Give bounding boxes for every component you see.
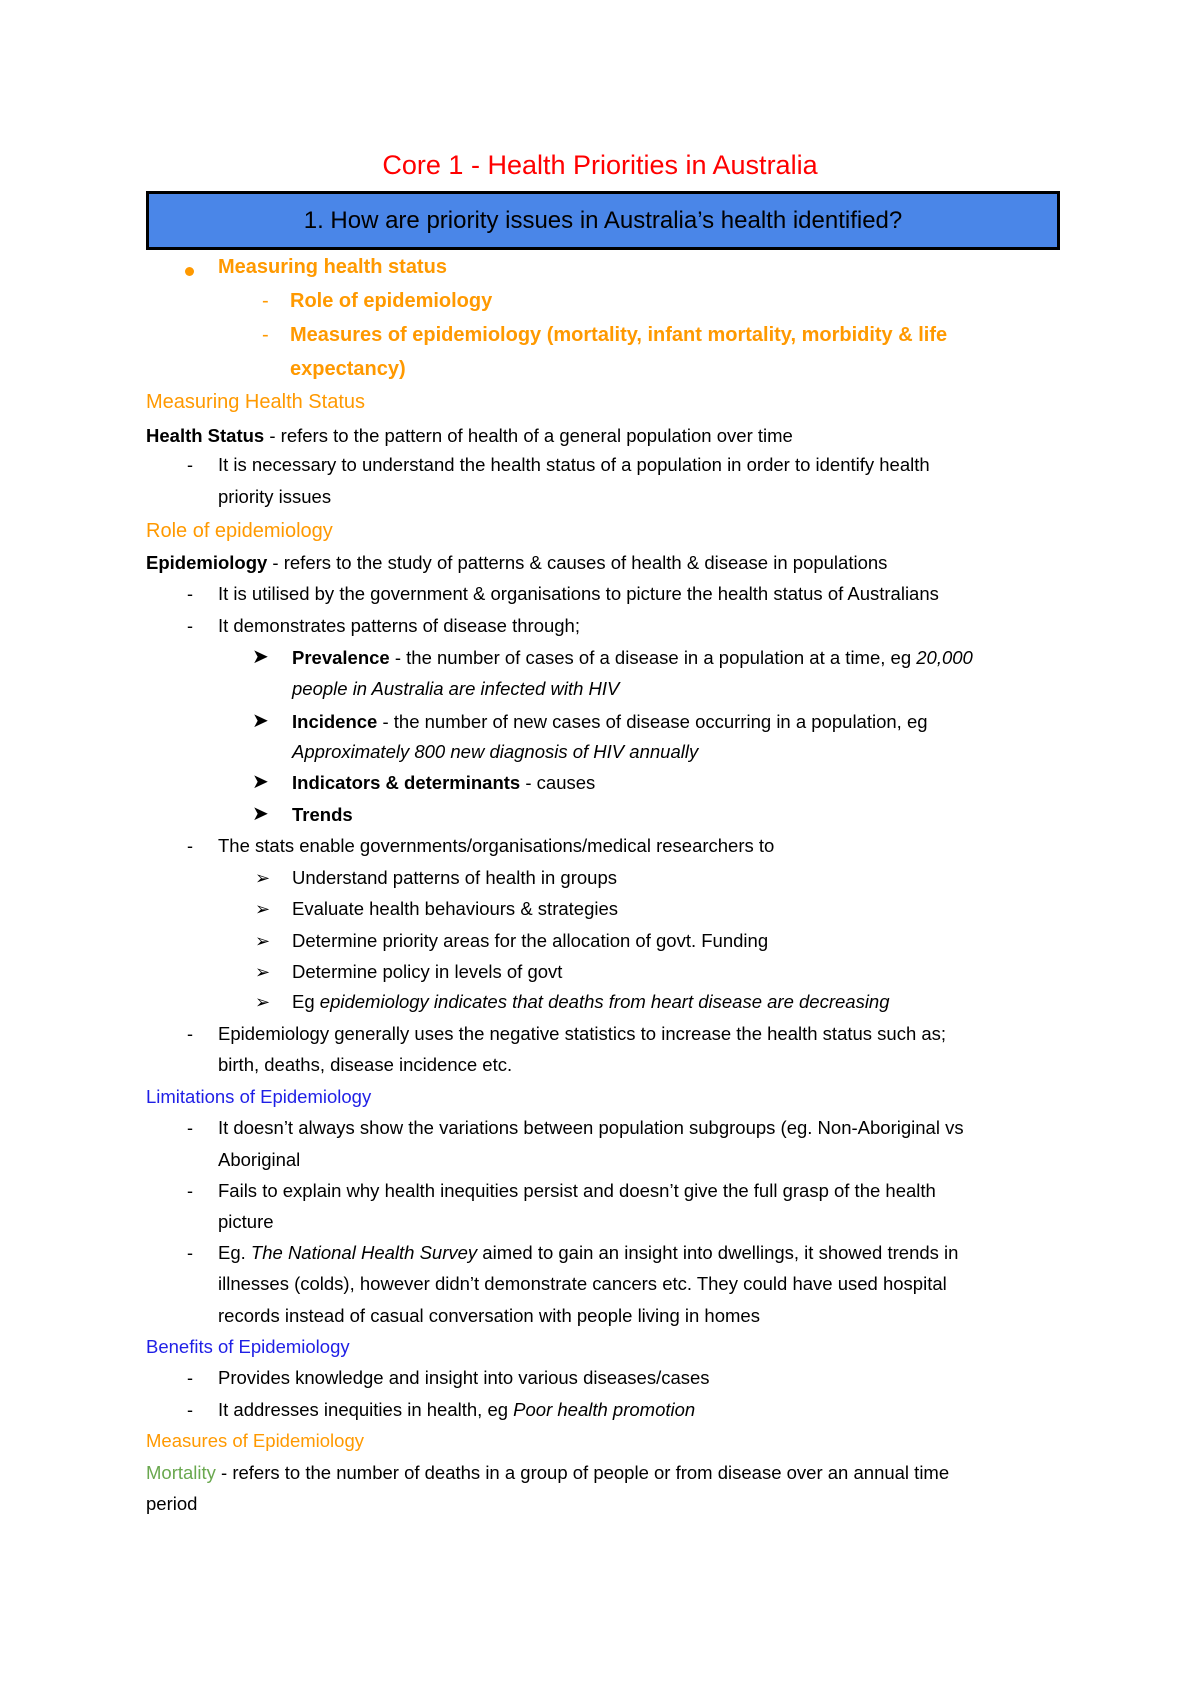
outline-subitem-cont: expectancy) [290, 358, 406, 380]
survey-name: The National Health Survey [250, 1242, 478, 1263]
example: Poor health promotion [513, 1399, 696, 1420]
outline-item: Measuring health status [218, 256, 447, 278]
example-prefix: Eg [292, 991, 320, 1012]
list-item: It demonstrates patterns of disease through; [218, 615, 580, 636]
section-heading: Benefits of Epidemiology [146, 1336, 350, 1357]
term: Prevalence [292, 647, 390, 668]
dash-icon: - [187, 1243, 193, 1263]
list-item: It doesn’t always show the variations between population subgroups (eg. Non-Aboriginal vs [218, 1117, 964, 1138]
arrow-bullet-icon: ➢ [255, 931, 271, 951]
definition-line [146, 1460, 949, 1486]
dash-icon: - [187, 584, 193, 604]
list-item: The stats enable governments/organisations/medical researchers to [218, 835, 775, 856]
sub-list-item: Understand patterns of health in groups [292, 867, 617, 888]
bullet-dot-icon [185, 267, 194, 276]
definition-cont: period [146, 1493, 198, 1514]
arrow-bullet-icon: ➤ [252, 710, 269, 732]
definition: - refers to the pattern of health of a general population over time [264, 425, 793, 446]
sub-list-item [292, 645, 973, 671]
sub-list-item [292, 989, 890, 1015]
list-item [218, 1397, 695, 1423]
outline-subitem: Role of epidemiology [290, 290, 493, 312]
definition-line [146, 550, 887, 576]
list-text: It addresses inequities in health, eg [218, 1399, 514, 1420]
term: Mortality [146, 1462, 216, 1483]
dash-icon: - [262, 290, 269, 312]
sub-list-item: Determine priority areas for the allocation of govt. Funding [292, 930, 769, 951]
example-prefix: Eg. [218, 1242, 251, 1263]
term: Indicators & determinants [292, 772, 521, 793]
section-heading: Limitations of Epidemiology [146, 1086, 372, 1107]
banner-text: 1. How are priority issues in Australia’s health identified? [303, 206, 903, 234]
example: epidemiology indicates that deaths from heart disease are decreasing [319, 991, 890, 1012]
dash-icon: - [187, 1368, 193, 1388]
sub-list-item [292, 770, 595, 796]
list-item-cont: birth, deaths, disease incidence etc. [218, 1054, 513, 1075]
list-text: aimed to gain an insight into dwellings, it showed trends in [477, 1242, 959, 1263]
outline-subitem: Measures of epidemiology (mortality, infant mortality, morbidity & life [290, 324, 948, 346]
term: Epidemiology [146, 552, 268, 573]
sub-list-item-cont: Approximately 800 new diagnosis of HIV annually [292, 741, 699, 762]
arrow-bullet-icon: ➤ [252, 771, 269, 793]
term: Incidence [292, 711, 378, 732]
list-item: Provides knowledge and insight into various diseases/cases [218, 1367, 710, 1388]
sub-list-item: Determine policy in levels of govt [292, 961, 563, 982]
dash-icon: - [262, 324, 269, 346]
definition: - refers to the study of patterns & causes of health & disease in populations [267, 552, 888, 573]
section-heading: Measuring Health Status [146, 391, 366, 413]
arrow-bullet-icon: ➤ [252, 646, 269, 668]
definition: - causes [520, 772, 596, 793]
arrow-bullet-icon: ➢ [255, 899, 271, 919]
dash-icon: - [187, 1024, 193, 1044]
list-item [218, 1240, 958, 1266]
example: 20,000 [916, 647, 973, 668]
list-item-cont: priority issues [218, 486, 332, 507]
section-heading: Measures of Epidemiology [146, 1430, 364, 1451]
dash-icon: - [187, 1181, 193, 1201]
definition: - refers to the number of deaths in a group of people or from disease over an annual time [215, 1462, 950, 1483]
list-item: It is necessary to understand the health status of a population in order to identify health [218, 454, 930, 475]
page-title: Core 1 - Health Priorities in Australia [382, 150, 818, 180]
sub-list-item [292, 709, 928, 735]
arrow-bullet-icon: ➤ [252, 803, 269, 825]
dash-icon: - [187, 1118, 193, 1138]
term: Health Status [146, 425, 265, 446]
list-item-cont: Aboriginal [218, 1149, 301, 1170]
definition: - the number of new cases of disease occurring in a population, eg [377, 711, 928, 732]
arrow-bullet-icon: ➢ [255, 868, 271, 888]
sub-list-item-cont: people in Australia are infected with HIV [292, 678, 620, 699]
dash-icon: - [187, 1400, 193, 1420]
list-item: Epidemiology generally uses the negative statistics to increase the health status such as; [218, 1023, 947, 1044]
definition: - the number of cases of a disease in a population at a time, eg [389, 647, 917, 668]
arrow-bullet-icon: ➢ [255, 962, 271, 982]
list-item: It is utilised by the government & organisations to picture the health status of Australians [218, 583, 939, 604]
dash-icon: - [187, 836, 193, 856]
list-item-cont: picture [218, 1211, 274, 1232]
list-item-cont: records instead of casual conversation with people living in homes [218, 1305, 760, 1326]
sub-list-item: Trends [292, 804, 353, 825]
dash-icon: - [187, 616, 193, 636]
dash-icon: - [187, 455, 193, 475]
list-item-cont: illnesses (colds), however didn’t demonstrate cancers etc. They could have used hospital [218, 1273, 947, 1294]
definition-line [146, 423, 793, 449]
section-heading: Role of epidemiology [146, 520, 333, 542]
section-banner [146, 191, 1060, 250]
sub-list-item: Evaluate health behaviours & strategies [292, 898, 619, 919]
list-item: Fails to explain why health inequities persist and doesn’t give the full grasp of the health [218, 1180, 936, 1201]
arrow-bullet-icon: ➢ [255, 992, 271, 1012]
